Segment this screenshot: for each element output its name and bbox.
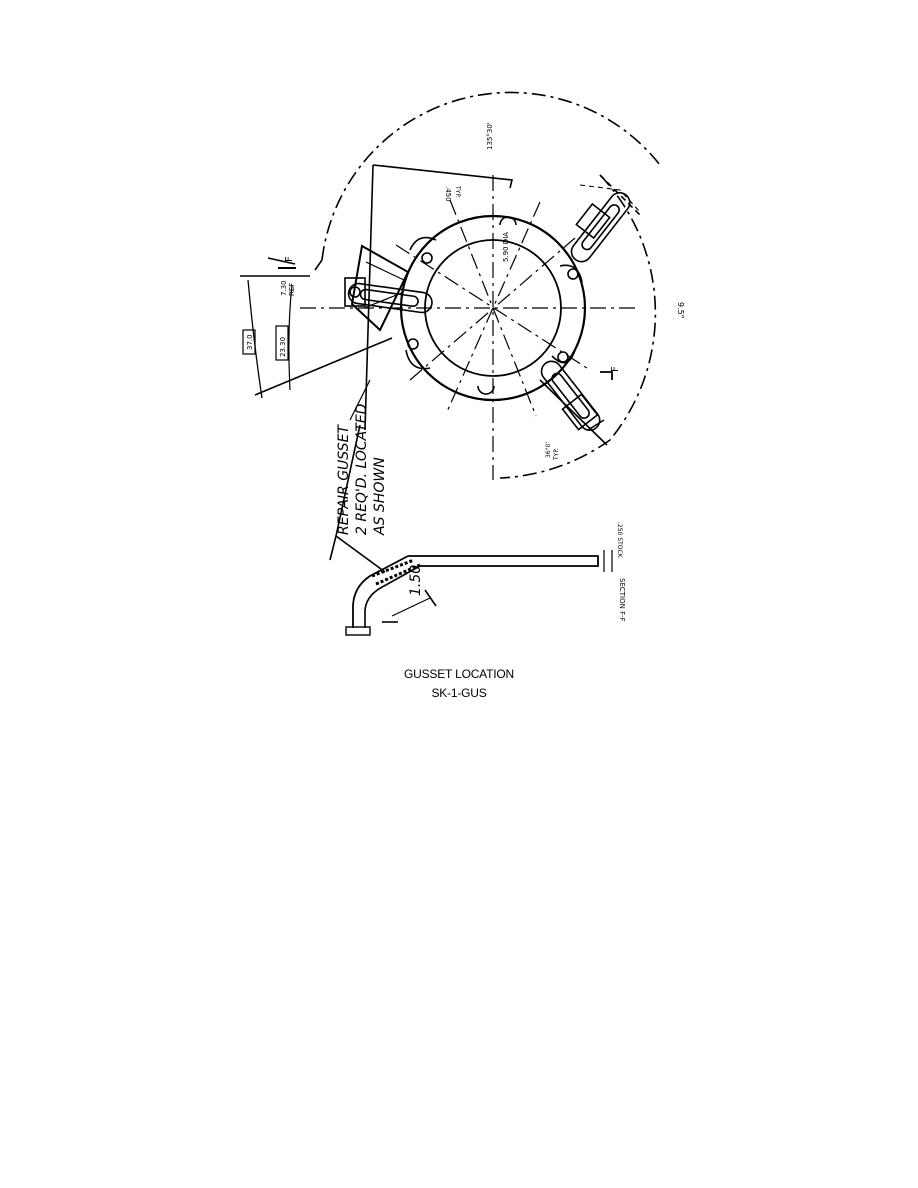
thickness-label: .250 STOCK xyxy=(616,522,623,558)
ref-dim-sub: REF xyxy=(288,282,296,296)
bolt-hole xyxy=(568,269,578,279)
ref-dim-label: 7.30 xyxy=(280,280,288,296)
section-marker-bottom: F xyxy=(610,366,621,372)
repair-gusset-outline xyxy=(352,246,408,330)
offset-450-label: .450 xyxy=(444,186,452,202)
note-line-2: 2 REQ'D. LOCATED xyxy=(354,403,370,535)
arm-upper-right xyxy=(567,189,633,266)
note-line-1: REPAIR GUSSET xyxy=(336,425,352,535)
angle-bottom-sub: TYP. xyxy=(553,448,560,460)
section-title: SECTION F-F xyxy=(618,578,626,622)
leader-450 xyxy=(373,165,512,188)
gusset-length-label: 1.50 xyxy=(408,564,424,596)
figure-caption-code: SK-1-GUS xyxy=(431,686,487,700)
boxed-dim-2-text: 23.30 xyxy=(279,336,287,357)
section-marker-top: F xyxy=(284,256,295,262)
bolt-hole xyxy=(558,352,568,362)
bolt-hole xyxy=(422,253,432,263)
figure-caption-title: GUSSET LOCATION xyxy=(404,667,514,681)
half-hole xyxy=(478,386,494,394)
angle-top-label: 135°30' xyxy=(486,122,494,150)
section-view xyxy=(346,550,612,635)
arm-lower-right xyxy=(537,357,603,434)
outer-dia-label: 9.5" xyxy=(676,302,685,319)
boxed-dim-1-text: 37.0 xyxy=(246,334,254,350)
angle-bottom-label: 36°0' xyxy=(545,441,552,458)
offset-450-sub: TYP. xyxy=(454,186,461,198)
bolt-circle-dia-label: 5.90 DIA xyxy=(502,231,510,262)
note-line-3: AS SHOWN xyxy=(372,457,388,535)
